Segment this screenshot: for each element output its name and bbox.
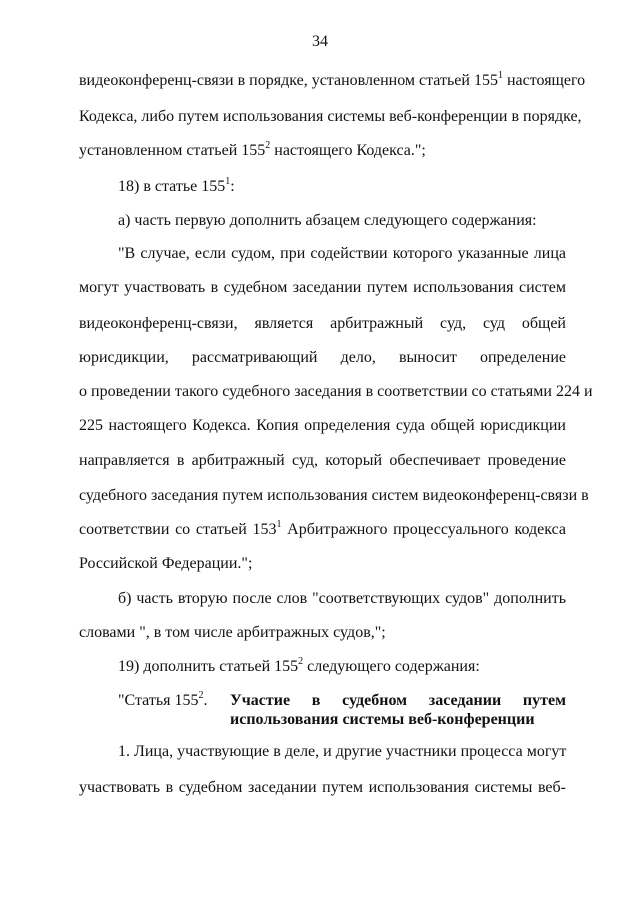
- page-number: 34: [312, 33, 328, 50]
- text-line: Российской Федерации.";: [79, 555, 253, 572]
- text-line: словами ", в том числе арбитражных судов,";: [79, 624, 386, 641]
- text-line: юрисдикции, рассматривающий дело, выносит определение: [79, 349, 566, 366]
- article-title: Участие в судебном заседании путем: [230, 692, 566, 709]
- list-item-19: 19) дополнить статьей $155^2$ следующего содержания:: [118, 656, 480, 675]
- list-item-18: 18) в статье $155^1$:: [118, 176, 235, 195]
- sub-item-b: б) часть вторую после слов "соответствующих судов" дополнить: [118, 590, 566, 607]
- quoted-paragraph-line: "В случае, если судом, при содействии которого указанные лица: [118, 245, 566, 262]
- article-number: "Статья $155^2$.: [118, 690, 208, 709]
- text-line: установленном статьей $155^2$ настоящего Кодекса.";: [79, 140, 426, 159]
- text-line: соответствии со статьей $153^1$ Арбитражного процессуального кодекса: [79, 519, 566, 538]
- text-line: могут участвовать в судебном заседании путем использования систем: [79, 279, 566, 296]
- text-line: судебного заседания путем использования систем видеоконференц-связи в: [79, 487, 589, 504]
- sub-item-a: а) часть первую дополнить абзацем следующего содержания:: [118, 212, 537, 229]
- text-line: видеоконференц-связи, является арбитражный суд, суд общей: [79, 315, 566, 332]
- text-line: видеоконференц-связи в порядке, установленном статьей $155^1$ настоящего: [79, 70, 586, 89]
- text-line: направляется в арбитражный суд, который обеспечивает проведение: [79, 452, 566, 469]
- text-line: участвовать в судебном заседании путем использования системы веб-: [79, 779, 566, 796]
- text-line: о проведении такого судебного заседания в соответствии со статьями 224 и: [79, 383, 593, 400]
- text-line: Кодекса, либо путем использования системы веб-конференции в порядке,: [79, 108, 582, 125]
- article-title-continued: использования системы веб-конференции: [230, 711, 535, 728]
- text-line: 225 настоящего Кодекса. Копия определения суда общей юрисдикции: [79, 417, 566, 434]
- article-paragraph-1: 1. Лица, участвующие в деле, и другие участники процесса могут: [118, 743, 567, 760]
